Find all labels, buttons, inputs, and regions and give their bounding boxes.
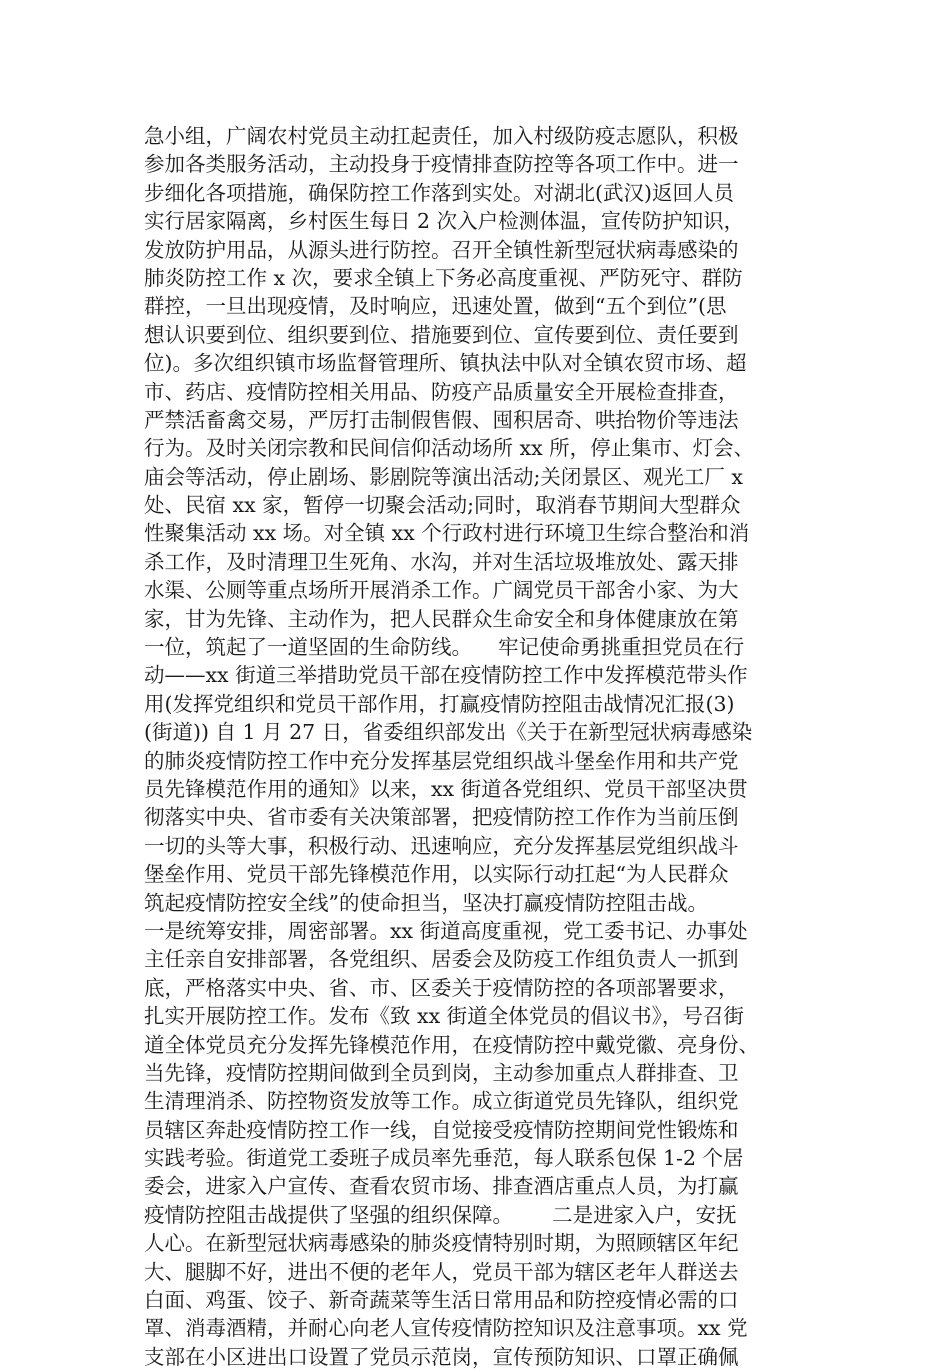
text-line: 想认识要到位、组织要到位、措施要到位、宣传要到位、责任要到 <box>144 322 739 347</box>
text-line: 扎实开展防控工作。发布《致 xx 街道全体党员的倡议书》，号召街 <box>144 1004 744 1029</box>
text-line: 行为。及时关闭宗教和民间信仰活动场所 xx 所，停止集市、灯会、 <box>144 436 755 461</box>
text-line: 急小组，广阔农村党员主动扛起责任，加入村级防疫志愿队，积极 <box>144 124 739 148</box>
text-line: 罩、消毒酒精，并耐心向老人宣传疫情防控知识及注意事项。xx 党 <box>144 1316 748 1341</box>
text-line: 步细化各项措施，确保防控工作落到实处。对湖北(武汉)返回人员 <box>144 180 734 205</box>
text-line: 员辖区奔赴疫情防控工作一线，自觉接受疫情防控期间党性锻炼和 <box>144 1117 739 1142</box>
text-line: 一是统筹安排，周密部署。xx 街道高度重视，党工委书记、办事处 <box>144 918 748 943</box>
text-line: 大、腿脚不好，进出不便的老年人，党员干部为辖区老年人群送去 <box>144 1259 739 1284</box>
text-line: 人心。在新型冠状病毒感染的肺炎疫情特别时期，为照顾辖区年纪 <box>144 1231 739 1256</box>
text-line: 白面、鸡蛋、饺子、新奇蔬菜等生活日常用品和防控疫情必需的口 <box>144 1288 739 1313</box>
text-line: 市、药店、疫情防控相关用品、防疫产品质量安全开展检查排查， <box>144 379 739 404</box>
text-line: 一位，筑起了一道坚固的生命防线。 牢记使命勇挑重担党员在行 <box>144 635 745 660</box>
text-line: 处、民宿 xx 家，暂停一切聚会活动;同时，取消春节期间大型群众 <box>144 493 741 518</box>
text-line: 用(发挥党组织和党员干部作用，打赢疫情防控阻击战情况汇报(3) <box>144 691 735 716</box>
text-line: 肺炎防控工作 x 次，要求全镇上下务必高度重视、严防死守、群防 <box>144 265 743 290</box>
text-line: 堡垒作用、党员干部先锋模范作用，以实际行动扛起“为人民群众 <box>144 862 729 887</box>
text-line: 实行居家隔离，乡村医生每日 2 次入户检测体温，宣传防护知识， <box>144 209 745 234</box>
text-line: 性聚集活动 xx 场。对全镇 xx 个行政村进行环境卫生综合整治和消 <box>144 521 750 546</box>
text-line: 底，严格落实中央、省、市、区委关于疫情防控的各项部署要求， <box>144 975 739 1000</box>
text-line: 彻落实中央、省市委有关决策部署，把疫情防控工作作为当前压倒 <box>144 805 739 830</box>
text-line: 群控，一旦出现疫情，及时响应，迅速处置，做到“五个到位”(思 <box>144 294 727 319</box>
text-line: 实践考验。街道党工委班子成员率先垂范，每人联系包保 1-2 个居 <box>144 1146 744 1171</box>
text-line: 疫情防控阻击战提供了坚强的组织保障。 二是进家入户，安抚 <box>144 1202 737 1227</box>
text-line: 严禁活畜禽交易，严厉打击制假售假、囤积居奇、哄抬物价等违法 <box>144 407 739 432</box>
text-line: 生清理消杀、防控物资发放等工作。成立街道党员先锋队，组织党 <box>144 1089 739 1114</box>
text-line: 支部在小区进出口设置了党员示范岗，宣传预防知识、口罩正确佩 <box>144 1344 739 1369</box>
text-line: 当先锋，疫情防控期间做到全员到岗，主动参加重点人群排查、卫 <box>144 1060 739 1085</box>
text-line: 筑起疫情防控安全线”的使命担当，坚决打赢疫情防控阻击战。 <box>144 890 708 915</box>
text-line: 杀工作，及时清理卫生死角、水沟，并对生活垃圾堆放处、露天排 <box>144 549 739 574</box>
text-line: 动——xx 街道三举措助党员干部在疫情防控工作中发挥模范带头作 <box>144 663 748 688</box>
text-line: 位)。多次组织镇市场监督管理所、镇执法中队对全镇农贸市场、超 <box>144 351 747 376</box>
text-line: 的肺炎疫情防控工作中充分发挥基层党组织战斗堡垒作用和共产党 <box>144 748 739 773</box>
text-line: 发放防护用品，从源头进行防控。召开全镇性新型冠状病毒感染的 <box>144 237 739 262</box>
text-line: 委会，进家入户宣传、查看农贸市场、排查酒店重点人员，为打赢 <box>144 1174 739 1199</box>
text-line: 家，甘为先锋、主动作为，把人民群众生命安全和身体健康放在第 <box>144 606 739 631</box>
text-line: 庙会等活动，停止剧场、影剧院等演出活动;关闭景区、观光工厂 x <box>144 464 743 489</box>
text-line: 水渠、公厕等重点场所开展消杀工作。广阔党员干部舍小家、为大 <box>144 578 739 603</box>
body-text <box>144 122 824 1371</box>
text-line: 一切的头等大事，积极行动、迅速响应，充分发挥基层党组织战斗 <box>144 833 739 858</box>
text-line: 道全体党员充分发挥先锋模范作用，在疫情防控中戴党徽、亮身份、 <box>144 1032 759 1057</box>
text-line: 主任亲自安排部署，各党组织、居委会及防疫工作组负责人一抓到 <box>144 947 739 972</box>
text-line: (街道)) 自 1 月 27 日，省委组织部发出《关于在新型冠状病毒感染 <box>144 720 753 745</box>
text-line: 参加各类服务活动，主动投身于疫情排查防控等各项工作中。进一 <box>144 152 739 177</box>
text-line: 员先锋模范作用的通知》以来，xx 街道各党组织、党员干部坚决贯 <box>144 776 748 801</box>
